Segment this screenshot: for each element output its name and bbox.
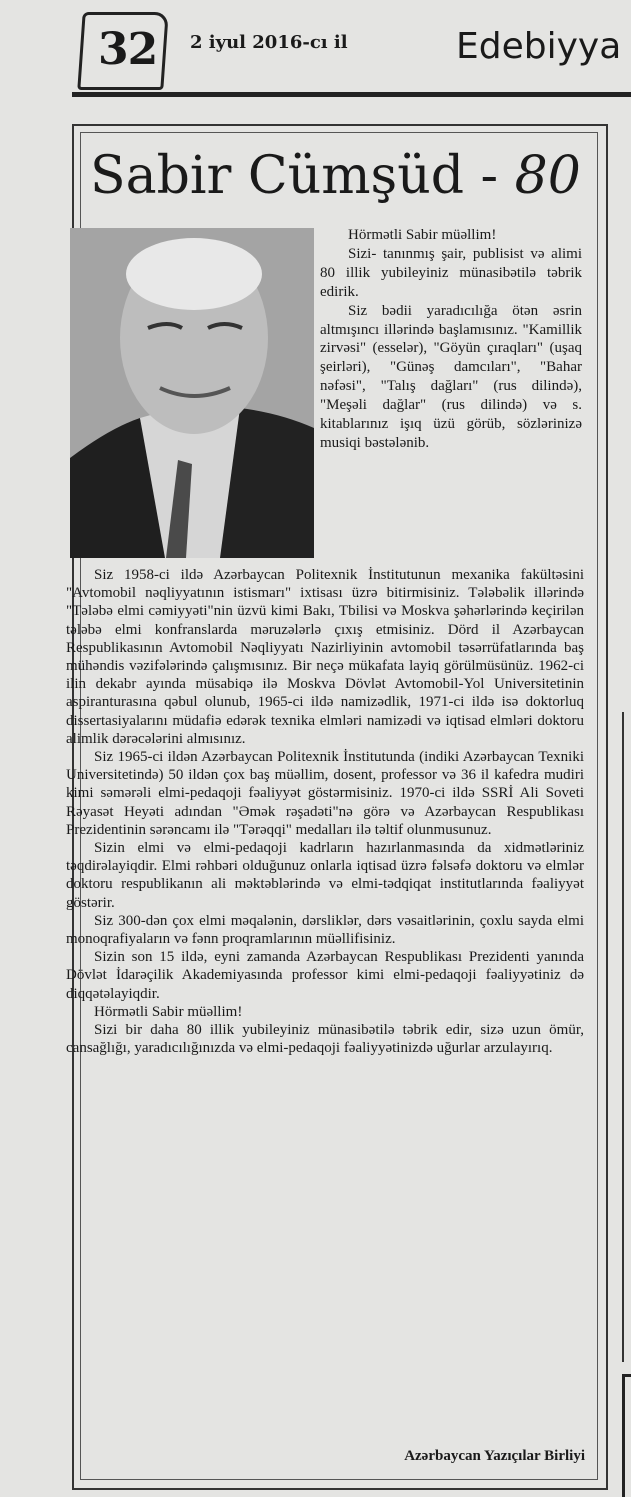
article-signature: Azərbaycan Yazıçılar Birliyi xyxy=(404,1448,585,1464)
body-paragraph: Sizin son 15 ildə, eyni zamanda Azərbaycan Respublikası Prezidenti yanında Dövlət İdarəçilik Akademiyasında professor kimi elmi-pedaqoji fəaliyyətiniz də diqqətəlayiqdir. xyxy=(66,949,584,1002)
page-number: 32 xyxy=(98,24,158,75)
body-paragraph: Siz 300-dən çox elmi məqalənin, dərsliklər, dərs vəsaitlərinin, çoxlu sayda elmi monoqrafiyaların və fənn proqramlarının müəllifisiniz. xyxy=(66,912,584,948)
headline-number: 80 xyxy=(514,146,581,206)
intro-paragraph: Siz bədii yaradıcılığa ötən əsrin altmışıncı illərində başlamısınız. "Kamillik zirvəsi" (esselər), "Göyün çıraqları" (uşaq şeirləri), "Günəş damcıları", "Bahar nəfəsi", "Talış dağları" (rus dilində), "Meşəli dağlar" (rus dilində) və s. kitablarınız işıq üzü görüb, sözlərinizə musiqi bəstələnib. xyxy=(320,302,582,451)
article-body xyxy=(66,566,584,1057)
newspaper-name: Edebiyya xyxy=(456,26,622,67)
intro-column xyxy=(320,226,582,453)
adjacent-column-edge xyxy=(622,712,631,1362)
intro-paragraph: Sizi- tanınmış şair, publisist və alimi 80 illik yubileyiniz münasibətilə təbrik edirik. xyxy=(320,245,582,300)
closing-paragraph: Sizi bir daha 80 illik yubileyiniz münasibətilə təbrik edir, sizə uzun ömür, cansağlığı, yaradıcılığınızda və elmi-pedaqoji fəaliyyətinizdə uğurlar arzulayırıq. xyxy=(66,1022,584,1057)
portrait-photo xyxy=(70,228,314,558)
intro-greeting: Hörmətli Sabir müəllim! xyxy=(348,227,497,243)
issue-date: 2 iyul 2016-cı il xyxy=(190,32,348,53)
body-paragraph: Siz 1965-ci ildən Azərbaycan Politexnik İnstitutunda (indiki Azərbaycan Texniki Universitetində) 50 ildən çox baş müəllim, dosent, professor və 36 il kafedra mudiri kimi səmərəli elmi-pedaqoji fəaliyyət göstərmisiniz. 1970-ci ildə SSRİ Ali Soveti Rəyasət Heyəti adından "Əmək rəşadəti"nə görə və Azərbaycan Respublikası Prezidentinin sərəncamı ilə "Tərəqqi" medalları ilə təltif olunmusunuz. xyxy=(66,749,584,838)
body-paragraph: Siz 1958-ci ildə Azərbaycan Politexnik İnstitutunun mexanika fakültəsini "Avtomobil nəqliyyatının istismarı" ixtisası üzrə bitirmisiniz. Tələbəlik illərində "Tələbə elmi cəmiyyəti"nin üzvü kimi Bakı, Tbilisi və Moskva şəhərlərində keçirilən tələbə elmi konfranslarda məruzələrlə çıxış etmisiniz. Dörd il Azərbaycan Respublikasının Avtomobil Nəqliyyatı Nazirliyinin avtomobil təsərrüfatlarında baş mühəndis vəzifələrində çalışmısınız. Bir neçə mükafata layiq görülmüsünüz. 1962-ci ilin dekabr ayında müsabiqə ilə Moskva Dövlət Avtomobil-Yol Universitetinin aspiranturasına qəbul olunub, 1965-ci ildə namizədlik, 1971-ci ildə isə doktorluq dissertasiyalarını müdafiə edərək texnika elmləri namizədi və iqtisad elmləri doktoru alimlik dərəcələrini almısınız. xyxy=(66,567,584,747)
body-paragraph: Sizin elmi və elmi-pedaqoji kadrların hazırlanmasında da xidmətləriniz təqdirəlayiqdir. Elmi rəhbəri olduğunuz onlarla iqtisad üzrə fəlsəfə doktoru və elmlər doktoru respublikanın ali məktəblərində və elmi-tədqiqat institutlarında fəaliyyət göstərir. xyxy=(66,840,584,911)
closing-greeting: Hörmətli Sabir müəllim! xyxy=(94,1003,243,1020)
headline-name: Sabir Cümşüd - xyxy=(90,146,499,206)
adjacent-box-edge xyxy=(622,1374,631,1497)
article-headline xyxy=(90,136,581,216)
header-rule xyxy=(72,92,631,97)
